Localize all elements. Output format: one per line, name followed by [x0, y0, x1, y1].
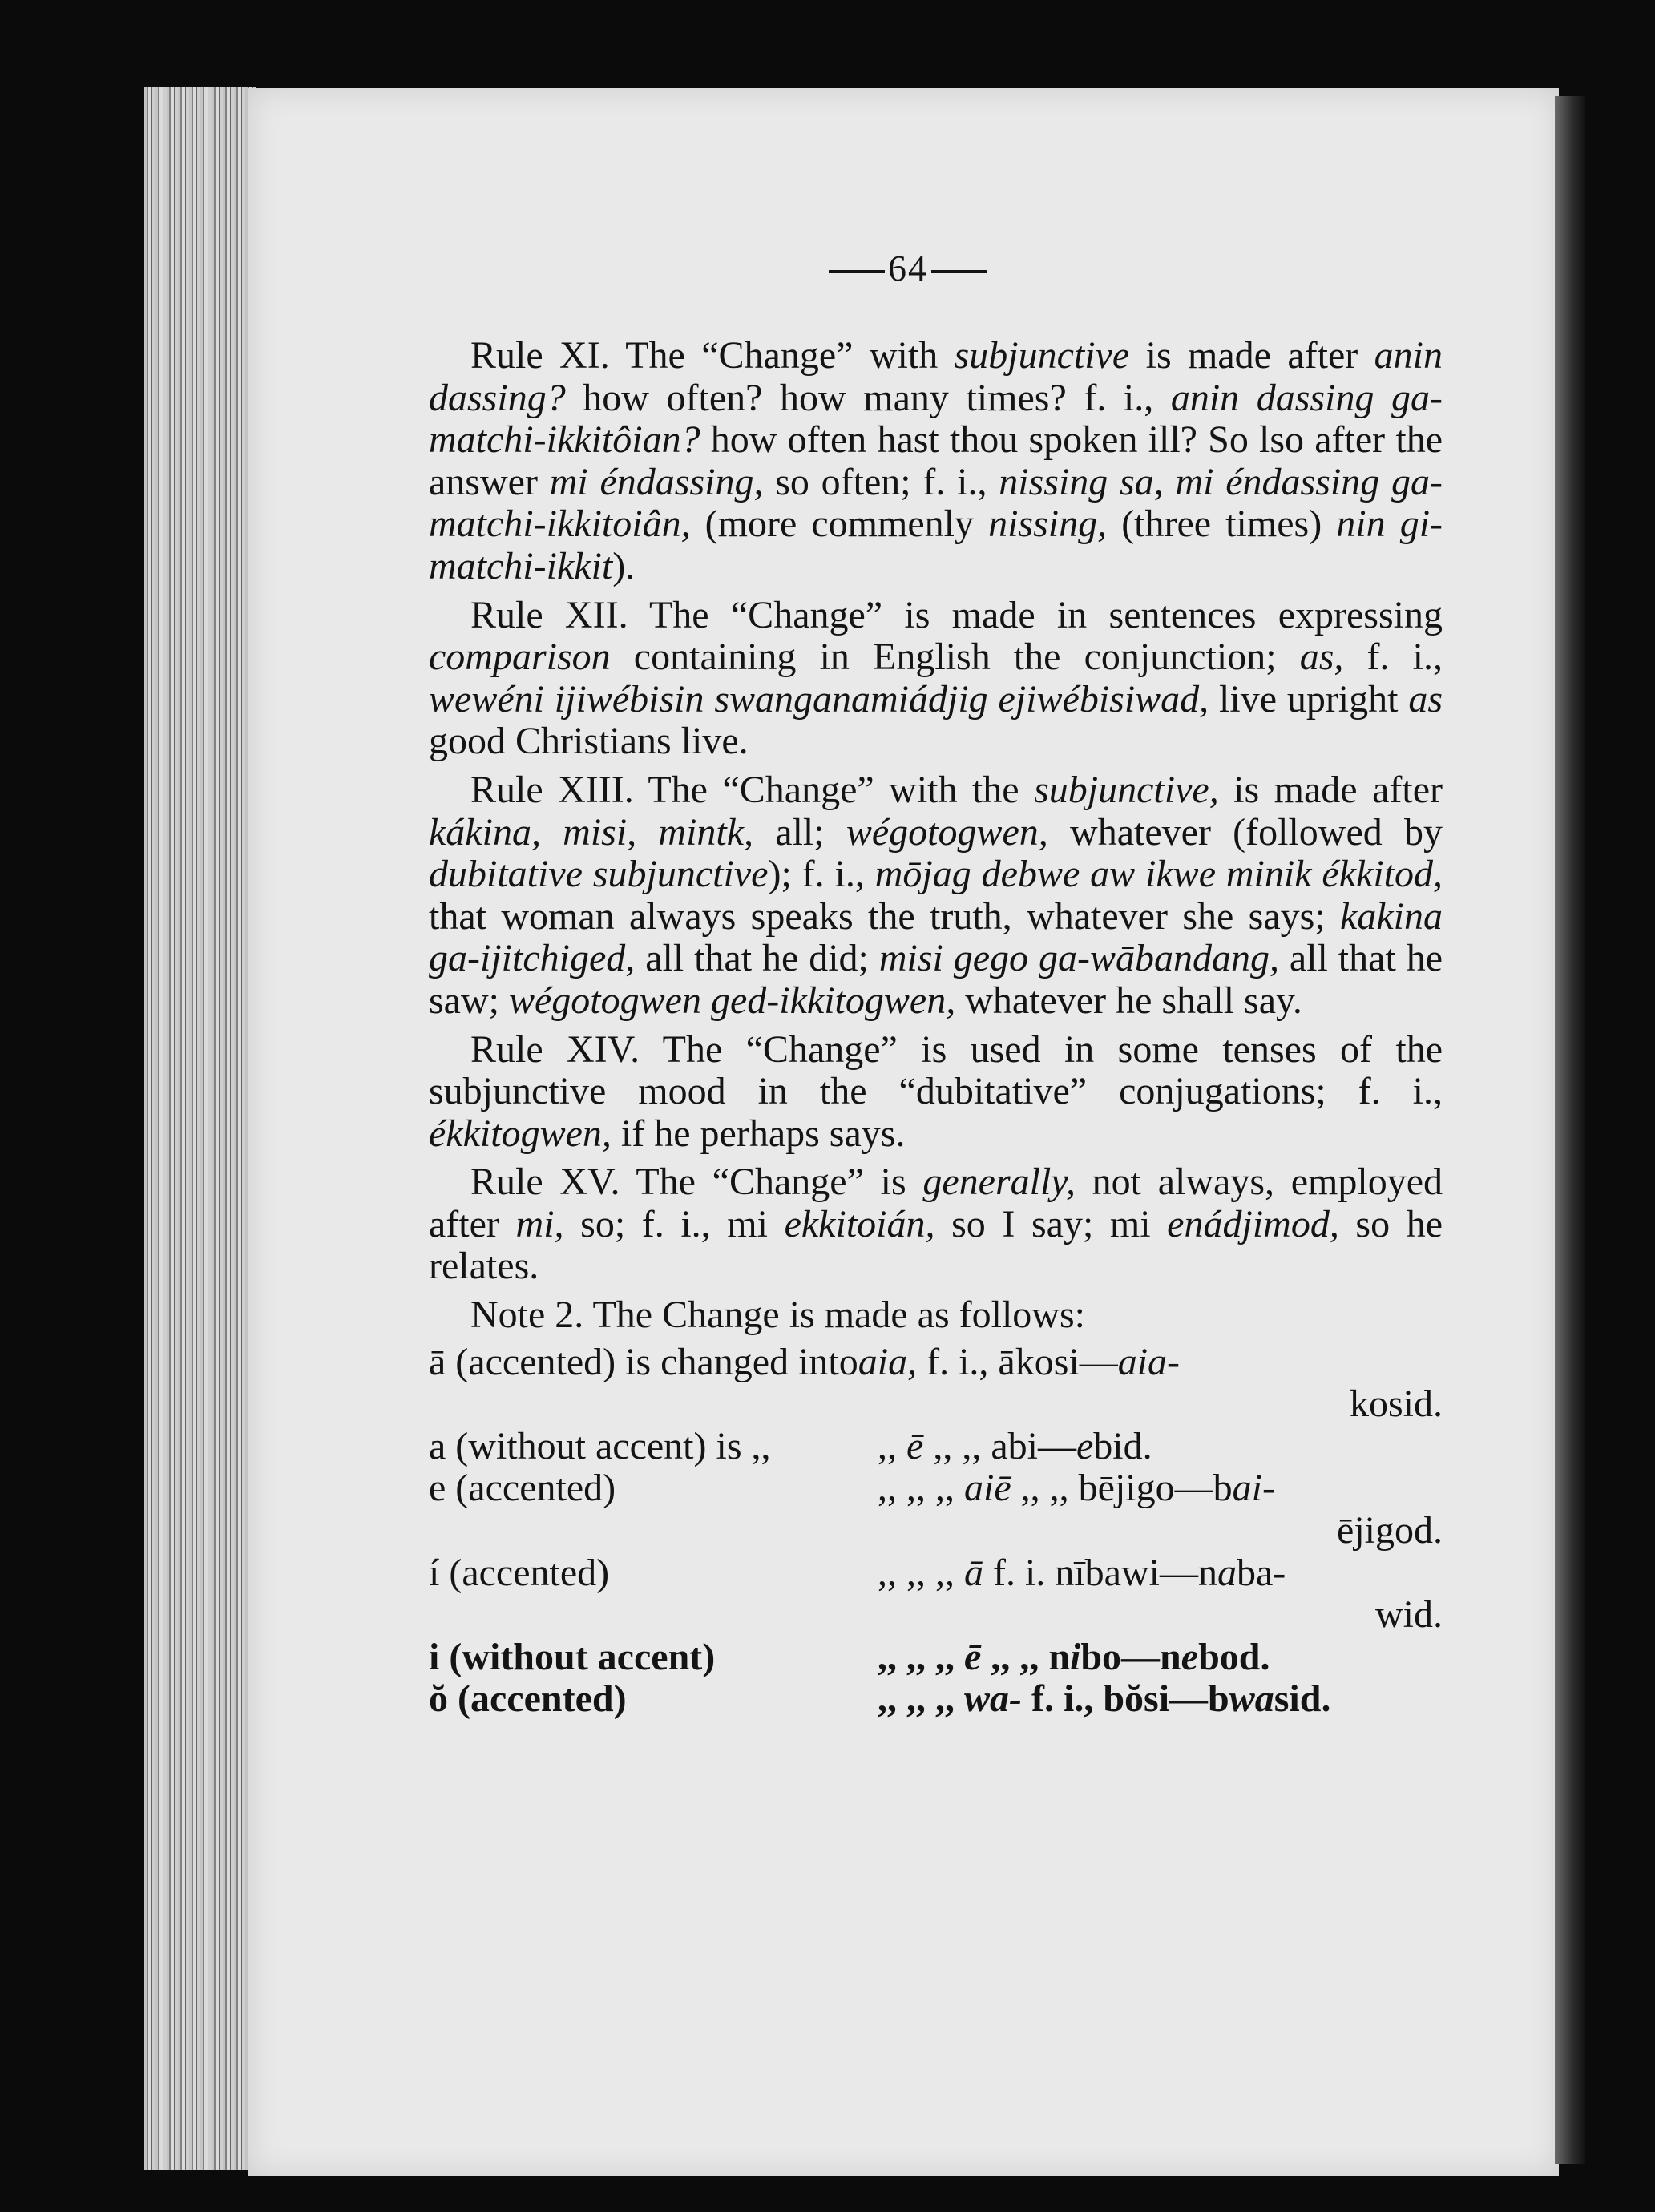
rule-xiv	[429, 1029, 1443, 1156]
page-number: 64	[825, 247, 991, 289]
text-run: ,, ,, abi—	[923, 1424, 1076, 1467]
text-run: ).	[612, 544, 636, 587]
italic-text: nissing,	[988, 503, 1108, 546]
text-run: if he perhaps says.	[611, 1112, 906, 1155]
italic-text: e	[1181, 1635, 1199, 1678]
text-run: that woman always speaks the truth, whatever she says;	[429, 894, 1341, 938]
change-rule	[878, 1637, 1270, 1679]
change-rule	[878, 1678, 1330, 1721]
text-run: so I say; mi	[934, 1202, 1168, 1245]
text-run: ,, ,, ,,	[878, 1677, 964, 1721]
italic-text: misi gego ga-wābandang,	[878, 937, 1279, 980]
italic-text: enádjimod,	[1167, 1202, 1339, 1245]
change-row	[429, 1552, 1443, 1595]
text-run: Rule XV. The “Change” is	[470, 1160, 923, 1204]
italic-text: wégotogwen ged-ikkitogwen,	[508, 979, 956, 1022]
change-continuation: kosid.	[1349, 1382, 1443, 1426]
text-run: how often? how many times? f. i.,	[565, 376, 1171, 419]
rule-xii	[429, 595, 1443, 763]
text-run: whatever (followed by	[1047, 810, 1443, 854]
text-run: Rule XI. The “Change” with	[470, 334, 955, 377]
rules-section	[429, 335, 1443, 1288]
italic-text: ē	[906, 1424, 924, 1467]
text-run: bid.	[1093, 1424, 1152, 1467]
book-spine-edge	[144, 87, 256, 2170]
text-run: f. i.,	[1343, 636, 1443, 679]
text-run: Rule XIV. The “Change” is used in some tenses of the subjunctive mood in the “dubitative” conjugations; f. i.,	[429, 1027, 1443, 1113]
italic-text: ē	[964, 1635, 982, 1678]
text-run: Rule XIII. The “Change” with the	[470, 768, 1035, 811]
text-run: (three times)	[1107, 503, 1337, 546]
change-row	[429, 1426, 1443, 1468]
text-run: ,, ,, ,,	[878, 1635, 964, 1678]
change-label: i (without accent)	[429, 1635, 716, 1678]
italic-text: as,	[1299, 636, 1344, 679]
text-run: sid.	[1274, 1677, 1331, 1721]
italic-text: wewéni ijiwébisin swanganamiádjig ejiwébisiwad,	[429, 677, 1209, 721]
page-right-edge	[1555, 96, 1585, 2164]
change-rule	[878, 1467, 1275, 1510]
italic-text: mōjag debwe aw ikwe minik ékkitod,	[874, 853, 1443, 896]
italic-text: kakina ga-ijitchiged,	[429, 894, 1443, 980]
text-run: all that he did;	[635, 937, 879, 980]
text-run: all that he saw;	[429, 937, 1443, 1022]
change-continuation: wid.	[1375, 1593, 1443, 1637]
italic-text: nissing sa, mi éndassing ga-matchi-ikkitoiân,	[429, 460, 1443, 546]
text-run: f. i., bŏsi—b	[1022, 1677, 1229, 1721]
italic-text: wa-	[964, 1677, 1022, 1721]
text-run: so often; f. i.,	[763, 460, 999, 503]
text-run: live upright	[1209, 677, 1409, 721]
text-run: bod.	[1198, 1635, 1270, 1678]
change-row	[429, 1342, 1443, 1384]
italic-text: dubitative subjunctive	[429, 853, 769, 896]
text-run: so he relates.	[429, 1202, 1443, 1288]
text-run: all;	[753, 810, 846, 854]
italic-text: aia-	[1117, 1340, 1181, 1383]
italic-text: as	[1408, 677, 1443, 721]
text-run: whatever he shall say.	[955, 979, 1302, 1022]
text-run: f. i. nībawi—n	[983, 1551, 1217, 1594]
change-label: ŏ (accented)	[429, 1677, 627, 1721]
change-rule	[878, 1552, 1286, 1595]
italic-text: ā	[964, 1551, 983, 1594]
rule-xv	[429, 1161, 1443, 1288]
text-run: (more commenly	[690, 503, 989, 546]
italic-text: ai-	[1232, 1467, 1275, 1510]
italic-text: kákina, misi, mintk,	[429, 810, 754, 854]
italic-text: ekkitoián,	[784, 1202, 935, 1245]
text-run: is made after	[1218, 768, 1443, 811]
italic-text: mi,	[515, 1202, 564, 1245]
text-run: bo—n	[1080, 1635, 1181, 1678]
italic-text: ékkitogwen,	[429, 1112, 612, 1155]
change-table	[429, 1342, 1443, 1721]
text-run: how often hast thou spoken ill? So lso after the answer	[429, 418, 1443, 503]
italic-text: generally,	[922, 1160, 1076, 1204]
change-row	[429, 1637, 1443, 1679]
italic-text: aia,	[858, 1340, 918, 1383]
text-run: containing in English the conjunction;	[610, 636, 1300, 679]
change-label: í (accented)	[429, 1551, 610, 1594]
italic-text: wégotogwen,	[846, 810, 1048, 854]
italic-text: wa	[1229, 1677, 1274, 1721]
text-run: ,, ,, ,,	[878, 1467, 964, 1510]
text-run: ); f. i.,	[768, 853, 875, 896]
change-label: ā (accented) is changed into	[429, 1340, 858, 1383]
italic-text: e	[1076, 1424, 1094, 1467]
change-label: e (accented)	[429, 1467, 616, 1510]
text-run: ,, ,, ,,	[878, 1551, 964, 1594]
text-run: ,, ,, n	[981, 1635, 1071, 1678]
text-run: ,,	[878, 1424, 906, 1467]
italic-text: comparison	[429, 636, 611, 679]
change-row	[429, 1678, 1443, 1721]
italic-text: anin dassing ga-matchi-ikkitôian?	[429, 376, 1443, 462]
text-run: is made after	[1129, 334, 1374, 377]
change-continuation: ējigod.	[1337, 1509, 1443, 1552]
text-run: ,, ,, bējigo—b	[1011, 1467, 1233, 1510]
change-rule	[858, 1342, 1180, 1384]
page-text	[429, 335, 1443, 1721]
text-run: so; f. i., mi	[563, 1202, 785, 1245]
text-run: ba-	[1236, 1551, 1286, 1594]
italic-text: mi éndassing,	[549, 460, 764, 503]
italic-text: a	[1217, 1551, 1237, 1594]
text-run: not always, employed after	[429, 1160, 1443, 1245]
rule-xi	[429, 335, 1443, 588]
rule-xiii	[429, 769, 1443, 1023]
italic-text: subjunctive,	[1034, 768, 1219, 811]
note-2: Note 2. The Change is made as follows:	[470, 1294, 1085, 1337]
italic-text: anin dassing?	[429, 334, 1443, 419]
text-run: good Christians live.	[429, 720, 749, 763]
italic-text: subjunctive	[954, 334, 1130, 377]
text-run: Rule XII. The “Change” is made in sentences expressing	[470, 593, 1443, 636]
change-label: a (without accent) is ,,	[429, 1424, 771, 1467]
change-rule	[878, 1426, 1152, 1468]
italic-text: aiē	[964, 1467, 1011, 1510]
change-row	[429, 1467, 1443, 1510]
text-run: f. i., ākosi—	[917, 1340, 1118, 1383]
italic-text: i	[1070, 1635, 1081, 1678]
italic-text: nin gi-matchi-ikkit	[429, 503, 1443, 587]
